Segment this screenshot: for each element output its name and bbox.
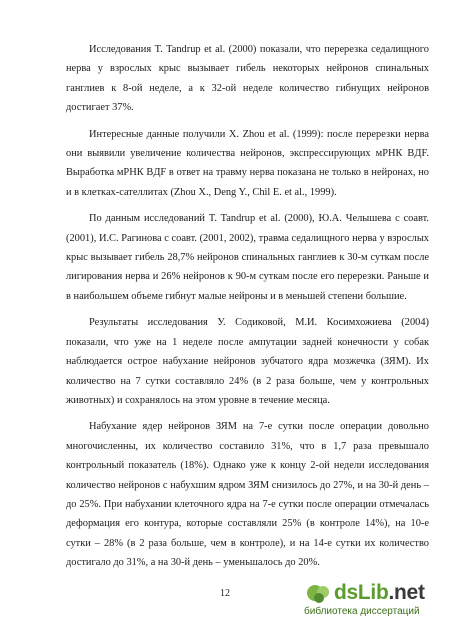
paragraph-tandrup: Исследования T. Tandrup et al. (2000) показали, что перерезка седалищного нерва у взрослых крыс вызывает гибель некоторых нейронов спинальных ганглиев к 8-ой неделе, а к 32-ой неделе количество гибнущих нейронов достигает 37%. xyxy=(66,44,429,114)
watermark-tagline: библиотека диссертаций xyxy=(304,606,420,617)
document-body xyxy=(66,40,429,580)
paragraph-sodikova: Результаты исследования У. Содиковой, М.И. Косимхожиева (2004) показали, что уже на 1 неделе после ампутации задней конечности у собак наблюдается острое набухание нейронов зубчатого ядра мозжечка (ЗЯМ). Их количество на 7 сутки составляло 24% (в 2 раза больше, чем у контрольных животных) и сохранялось на этом уровне в течение месяца. xyxy=(66,317,429,406)
paragraph-zhou: Интересные данные получили X. Zhou et al. (1999): после перерезки нерва они выявили увеличение количества нейронов, экспрессирующих мРНК BДF. Выработка мРНК BДF в ответ на травму нерва показана не только в нейронах, но и в клетках-сателлитах (Zhou X., Deng Y., Chil E. et al., 1999). xyxy=(66,128,429,198)
watermark-brand-suffix: .net xyxy=(388,581,425,604)
watermark-brand xyxy=(334,581,425,605)
dslib-logo-icon xyxy=(304,583,332,605)
paragraph-sciatic-nerve-trauma: По данным исследований T. Tandrup et al. (2000), Ю.А. Челышева с соавт. (2001), И.С. Рагинова с соавт. (2001, 2002), травма седалищного нерва у взрослых крыс вызывает гибель 28,7% нейронов спинальных ганглиев к 30-м суткам после лигирования нерва и 26% нейронов к 90-м суткам после его перерезки. Раньше и в наибольшем объеме гибнут малые нейроны и в меньшей степени большие. xyxy=(66,213,429,302)
watermark-brand-main: dsLib xyxy=(334,581,389,604)
page-number: 12 xyxy=(220,588,230,599)
dslib-watermark[interactable] xyxy=(304,583,444,619)
paragraph-nuclear-swelling: Набухание ядер нейронов ЗЯМ на 7-е сутки после операции довольно многочисленны, их количество составило 31%, что в 1,7 раза превышало контрольный показатель (18%). Однако уже к концу 2-ой недели исследования количество нейронов с набухшим ядром ЗЯМ снизилось до 27%, и на 30-й день – до 25%. При набухании клеточного ядра на 7-е сутки после операции отмечалась деформация его контура, которые составляли 25% (в контроле 14%), на 10-е сутки – 28% (в 2 раза больше, чем в контроле), и на 14-е сутки их количество достигало до 31%, а на 30-й день – уменьшалось до 20%. xyxy=(66,421,429,569)
